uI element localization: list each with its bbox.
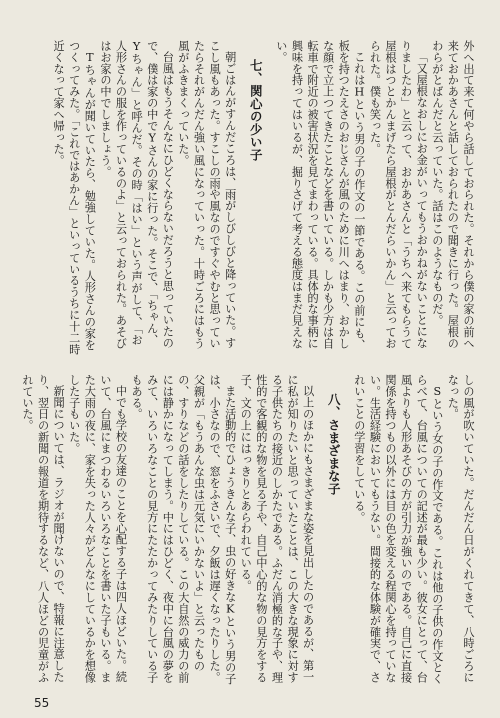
section-heading: 八、さまざまな子 [326, 392, 342, 495]
paragraph: 朝ごはんがすんだころは、雨がしびしびと降っていた。すこし風もあった。すこしの雨や風なのですぐやむと思っていたらそれがんだん強い風になっていった。十時ごろにはもう風がふきまくっていた。 [176, 40, 237, 350]
paragraph: これはHという男の子の作文の一節である。この前にも、板を持つたえさのおじさんが風のために川へはまり、おかしな顔で立上つてきたことなどを書いている。しかも少方は自転車で附近の被害状況を見てまわっている。具体的な事柄に興味を持ってはいるが、掘りさげて考える態度はまだ見えない。 [274, 40, 366, 351]
paragraph: 中でも学校の友達のことを心配する子は四人ほどいた。続いて、台風にまつわるいろいろなことを書いた子もいる。また大雨の夜に、家を失った人々がどんなにしているかを想像した子もいた。 [67, 374, 128, 684]
section-heading: 七、関心の少い子 [248, 58, 264, 161]
page-number: 55 [34, 696, 50, 710]
paragraph: 「又屋根なおしにお金がいってもうおかねがないことになりましたわ」と云って、おかあさんと「うちへ来てもらうて屋根はつとかんまげたら屋根がとんだらいかん」と云っておられた。僕も笑った。 [368, 40, 429, 350]
paragraph: 以上のほかにもさまざまな姿を見出したのであるが、第一に私が知りたいと思っていたことは、この大きな現象に対する子供たちの接近のしかたである。ふだん消極的な子や、理性的で客観的な物を見る子や、自己中心的な物の見方をする子、文の上にはっきりとあらわれている。 [239, 374, 315, 684]
paragraph: また活動的でひょうきんな子、虫の好きなKという男の子は、小さなので、窓をふさいで、夕飯は遅くなったりした。父親が「もうあんな虫は元気にいかないよ」と云ったものの、すりなどの話をしたりしている。この大自然の威力の前には静かになってしまう。中にはひどく、夜中に台風の夢をみて、いろいろなことの見方にたたかってみたりしている子もある。 [130, 374, 237, 685]
paragraph: Sという女の子の作文である。これは他の子供の作文とくらべて、台風についての記述が最も少い。彼女にとって、台風よりも人形あそびの方が引力が強いのである。自己に直接関係を持つもの以外には目の色を変える程関心を持っていない。生活経験においてもうない。間接的な体験が確実で、されいことの学習をしている。 [352, 374, 444, 685]
paragraph: Tちゃんが聞いていたら、勉強していた。人形さんの家をつくってみた。「これではあかん」といっているうちに十二時近くなって家へ帰った。 [52, 40, 97, 355]
upper-text-block [36, 40, 476, 355]
paragraph: しの風が吹いていた。だんだん日がくれてきて、八時ごろになった。 [446, 374, 475, 684]
paragraph: 台風はもうそんなにひどくならないだろうと思っていたので、僕は家の中でYさんの家に行った。そこで、「ちゃん、Yちゃん」と呼んだ。その時「はい」という声がして、「お人形さんの服を作っているのよ」と云っておられた。あそびはお家の中でしましょう。 [98, 40, 175, 350]
paragraph: 外へ出て来て何やら話しておられた。それから僕の家の前へ来ておかあさんと話しておられたので聞きに行った。屋根のわらがとばんだと云っていた。話はこのようなものだ。 [430, 40, 475, 350]
lower-text-block [20, 374, 476, 692]
paragraph: 新聞については、ラジオが聞けないので、特報に注意したり、翌日の新聞の報道を期待するなど、八人ほどの児童がふれていた。 [20, 374, 66, 684]
